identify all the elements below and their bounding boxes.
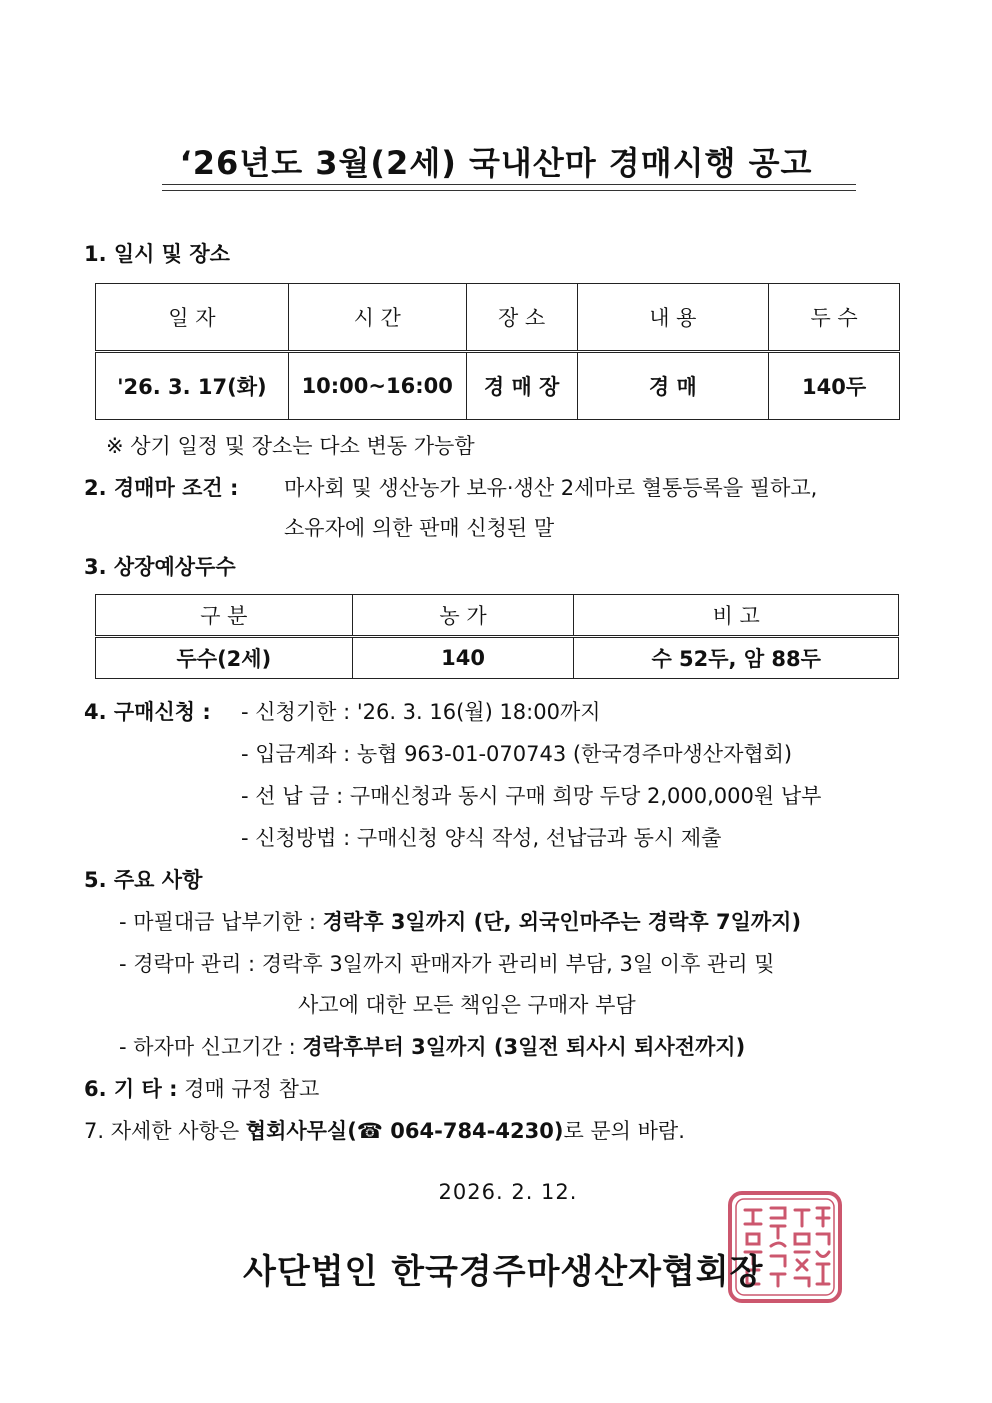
table-row	[96, 637, 899, 679]
defect-report-period	[119, 1031, 745, 1061]
prepayment: - 선 납 금 : 구매신청과 동시 구매 희망 두당 2,000,000원 납부	[241, 784, 822, 808]
payment-deadline-value: 경락후 3일까지 (단, 외국인마주는 경락후 7일까지)	[322, 910, 802, 934]
schedule-note: ※ 상기 일정 및 장소는 다소 변동 가능함	[106, 434, 475, 458]
count-table-header	[96, 595, 899, 637]
header-cell-content: 내 용	[577, 284, 769, 352]
apply-method: - 신청방법 : 구매신청 양식 작성, 선납금과 동시 제출	[241, 826, 722, 850]
condition-line-2: 소유자에 의한 판매 신청된 말	[284, 516, 555, 540]
section-7-prefix: 7. 자세한 사항은	[84, 1119, 246, 1143]
header-cell-farm: 농 가	[352, 595, 574, 637]
payment-deadline	[119, 906, 801, 936]
section-4-label: 4. 구매신청 :	[84, 700, 211, 724]
contact-info: 협회사무실(☎ 064-784-4230)	[245, 1119, 564, 1143]
cell-category: 두수(2세)	[96, 637, 353, 679]
section-3-heading: 3. 상장예상두수	[84, 555, 236, 579]
section-7	[84, 1115, 685, 1145]
apply-deadline: - 신청기한 : '26. 3. 16(월) 18:00까지	[241, 700, 601, 724]
page-title: ‘26년도 3월(2세) 국내산마 경매시행 공고	[179, 144, 813, 182]
section-7-suffix: 로 문의 바람.	[563, 1119, 685, 1143]
title-underline	[162, 184, 856, 191]
section-2-label: 2. 경매마 조건 :	[84, 476, 239, 500]
horse-management-line-2: 사고에 대한 모든 책임은 구매자 부담	[298, 993, 636, 1017]
cell-farm: 140	[352, 637, 574, 679]
cell-time: 10:00~16:00	[288, 352, 466, 420]
table-row	[96, 352, 900, 420]
cell-count: 140두	[769, 352, 900, 420]
header-cell-place: 장 소	[466, 284, 577, 352]
payment-deadline-label: - 마필대금 납부기한 :	[119, 910, 323, 934]
organization-name: 사단법인 한국경주마생산자협회장	[243, 1252, 764, 1292]
defect-report-label: - 하자마 신고기간 :	[119, 1035, 303, 1059]
header-cell-count: 두 수	[769, 284, 900, 352]
cell-remarks: 수 52두, 암 88두	[574, 637, 899, 679]
section-6-label: 6. 기 타 :	[84, 1077, 178, 1101]
defect-report-value: 경락후부터 3일까지 (3일전 퇴사시 퇴사전까지)	[302, 1035, 746, 1059]
header-cell-remarks: 비 고	[574, 595, 899, 637]
header-cell-time: 시 간	[288, 284, 466, 352]
section-6	[84, 1073, 319, 1103]
header-cell-category: 구 분	[96, 595, 353, 637]
issue-date: 2026. 2. 12.	[438, 1180, 578, 1204]
section-1-heading: 1. 일시 및 장소	[84, 242, 230, 266]
header-cell-date: 일 자	[96, 284, 289, 352]
schedule-table	[95, 283, 900, 420]
section-5-heading: 5. 주요 사항	[84, 868, 203, 892]
cell-date: '26. 3. 17(화)	[96, 352, 289, 420]
cell-content: 경 매	[577, 352, 769, 420]
condition-line-1: 마사회 및 생산농가 보유·생산 2세마로 혈통등록을 필하고,	[284, 476, 818, 500]
horse-management-line-1: - 경락마 관리 : 경락후 3일까지 판매자가 관리비 부담, 3일 이후 관리 및	[119, 952, 775, 976]
expected-count-table	[95, 594, 899, 679]
section-6-text: 경매 규정 참고	[177, 1077, 320, 1101]
cell-place: 경 매 장	[466, 352, 577, 420]
deposit-account: - 입금계좌 : 농협 963-01-070743 (한국경주마생산자협회)	[241, 742, 793, 766]
schedule-table-header	[96, 284, 900, 352]
